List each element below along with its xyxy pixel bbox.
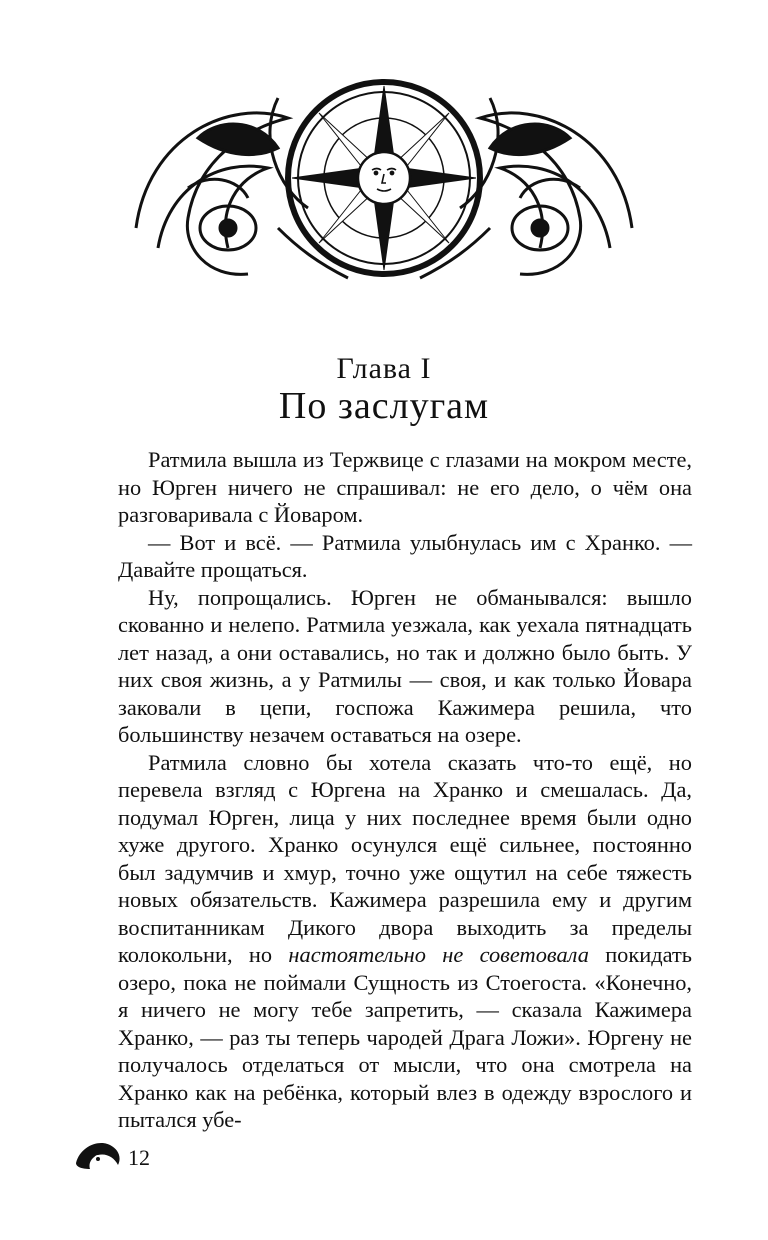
paragraph-4-emphasis: настоятельно не советовала [288, 942, 589, 967]
chapter-label: Глава I [336, 352, 432, 385]
body-text [118, 446, 692, 1134]
chapter-title: По заслугам [278, 385, 490, 427]
page-number: 12 [128, 1145, 150, 1170]
paragraph-1: Ратмила вышла из Тержвице с глазами на мокром месте, но Юрген ничего не спрашивал: не его дело, о чём она разговаривала с Йоваром. [118, 447, 692, 527]
sun-compass-ornament-icon [128, 78, 640, 292]
paragraph-4-tail: покидать озеро, пока не поймали Сущность из Стоегоста. «Конечно, я ничего не могу тебе запретить, — сказала Кажимера Хранко, — раз ты теперь чародей Драга Ложи». Юргену не получалось отделаться от мысли, что она смотрела на Хранко как на ребёнка, который влез в одежду взрослого и пытался убе- [118, 942, 692, 1132]
paragraph-2: — Вот и всё. — Ратмила улыбнулась им с Хранко. — Давайте прощаться. [118, 529, 692, 582]
swirl-ornament-icon [74, 1137, 126, 1171]
paragraph-3: Ну, попрощались. Юрген не обманывался: вышло скованно и нелепо. Ратмила уезжала, как уехала пятнадцать лет назад, а они оставались, но так и должно было быть. У них своя жизнь, а у Ратмилы — своя, и как только Йовара заковали в цепи, госпожа Кажимера решила, что большинству незачем оставаться на озере. [118, 584, 692, 747]
paragraph-4-lead: Ратмила словно бы хотела сказать что-то ещё, но перевела взгляд с Юргена на Хранко и смешалась. Да, подумал Юрген, лица у них последнее время были одно хуже другого. Хранко осунулся ещё сильнее, постоянно был задумчив и хмур, точно уже ощутил на себе тяжесть новых обязательств. Кажимера разрешила ему и другим воспитанникам Дикого двора выходить за пределы колокольни, но [118, 749, 692, 967]
page-footer [74, 1136, 150, 1172]
paragraph-4 [118, 749, 692, 1134]
